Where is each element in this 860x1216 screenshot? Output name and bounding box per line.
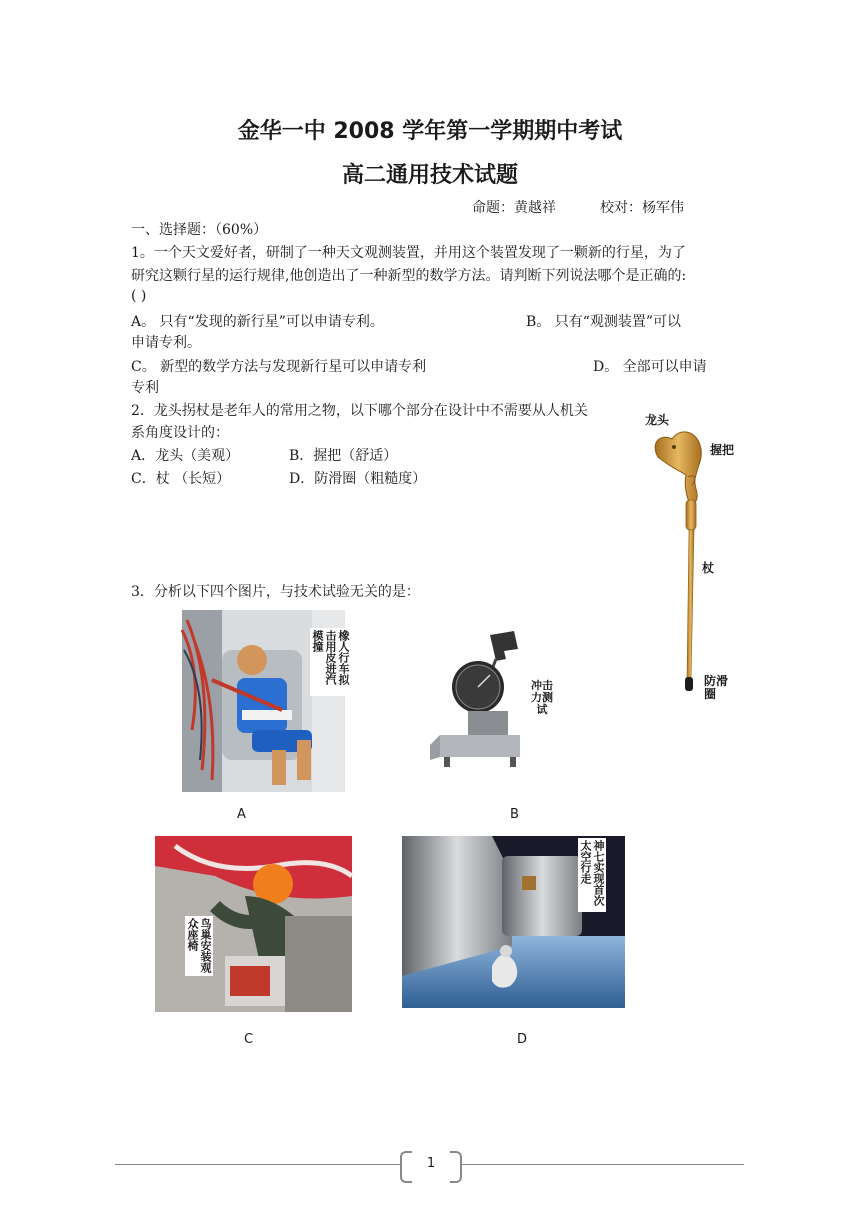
section-heading: 一、选择题：（60%） [131, 222, 268, 238]
figure-b-photo [430, 625, 570, 775]
q1-stem-line2: 研究这颗行星的运行规律,他创造出了一种新型的数学方法。请判断下列说法哪个是正确的: [131, 268, 687, 284]
figure-a-caption: 橡人行车拟击用皮进汽模撞 [310, 628, 351, 696]
figure-c-caption: 鸟巢安装观众座椅 [185, 916, 213, 976]
figure-a-letter: A [237, 807, 246, 822]
q2-option-a: A．龙头（美观） [131, 448, 240, 464]
exam-title: 金华一中 2008 学年第一学期期中考试 [237, 119, 623, 144]
cane-label-grip: 握把 [710, 443, 735, 457]
q1-option-c: C。 新型的数学方法与发现新行星可以申请专利 [131, 359, 427, 375]
author-credit: 命题：黄越祥 [472, 200, 556, 216]
page-number: 1 [426, 1156, 436, 1171]
figure-d-caption: 神七实现首次太空行走 [578, 838, 606, 912]
q2-stem-line2: 系角度设计的： [131, 425, 229, 441]
cane-label-ring: 防滑圈 [704, 674, 729, 701]
proofreader-credit: 校对：杨军伟 [600, 200, 684, 216]
footer-rule-left [115, 1164, 402, 1165]
q1-stem-line1: 1。一个天文爱好者，研制了一种天文观测装置，并用这个装置发现了一颗新的行星，为了 [131, 245, 686, 261]
figure-b-caption: 冲击力测试 [531, 679, 553, 716]
q1-answer-blank: ( ) [131, 288, 147, 304]
q2-option-d: D．防滑圈（粗糙度） [289, 471, 427, 487]
q2-stem-line1: 2．龙头拐杖是老年人的常用之物，以下哪个部分在设计中不需要从人机关 [131, 403, 588, 419]
footer-bracket-left [400, 1151, 412, 1183]
figure-b-letter: B [510, 807, 519, 822]
q1-option-b-cont: 申请专利。 [131, 335, 201, 351]
cane-label-head: 龙头 [645, 413, 670, 427]
q1-option-a: A。 只有“发现的新行星”可以申请专利。 [131, 314, 384, 330]
q3-stem: 3．分析以下四个图片，与技术试验无关的是： [131, 584, 420, 600]
q2-option-c: C．杖 （长短） [131, 471, 231, 487]
q2-option-b: B．握把（舒适） [289, 448, 398, 464]
footer-rule-right [462, 1164, 744, 1165]
figure-c-photo [155, 836, 352, 1012]
figure-d-photo [402, 836, 625, 1008]
exam-subtitle: 高二通用技术试题 [341, 163, 518, 188]
q1-option-b: B。 只有“观测装置”可以 [526, 314, 682, 330]
figure-c-letter: C [244, 1032, 254, 1047]
q1-option-d: D。 全部可以申请 [593, 359, 707, 375]
footer-bracket-right [450, 1151, 462, 1183]
figure-a-photo [182, 610, 350, 792]
cane-figure [640, 405, 760, 710]
q1-option-d-cont: 专利 [131, 380, 159, 396]
cane-label-shaft: 杖 [702, 561, 715, 575]
cane-illustration [640, 405, 760, 710]
figure-d-letter: D [517, 1032, 528, 1047]
